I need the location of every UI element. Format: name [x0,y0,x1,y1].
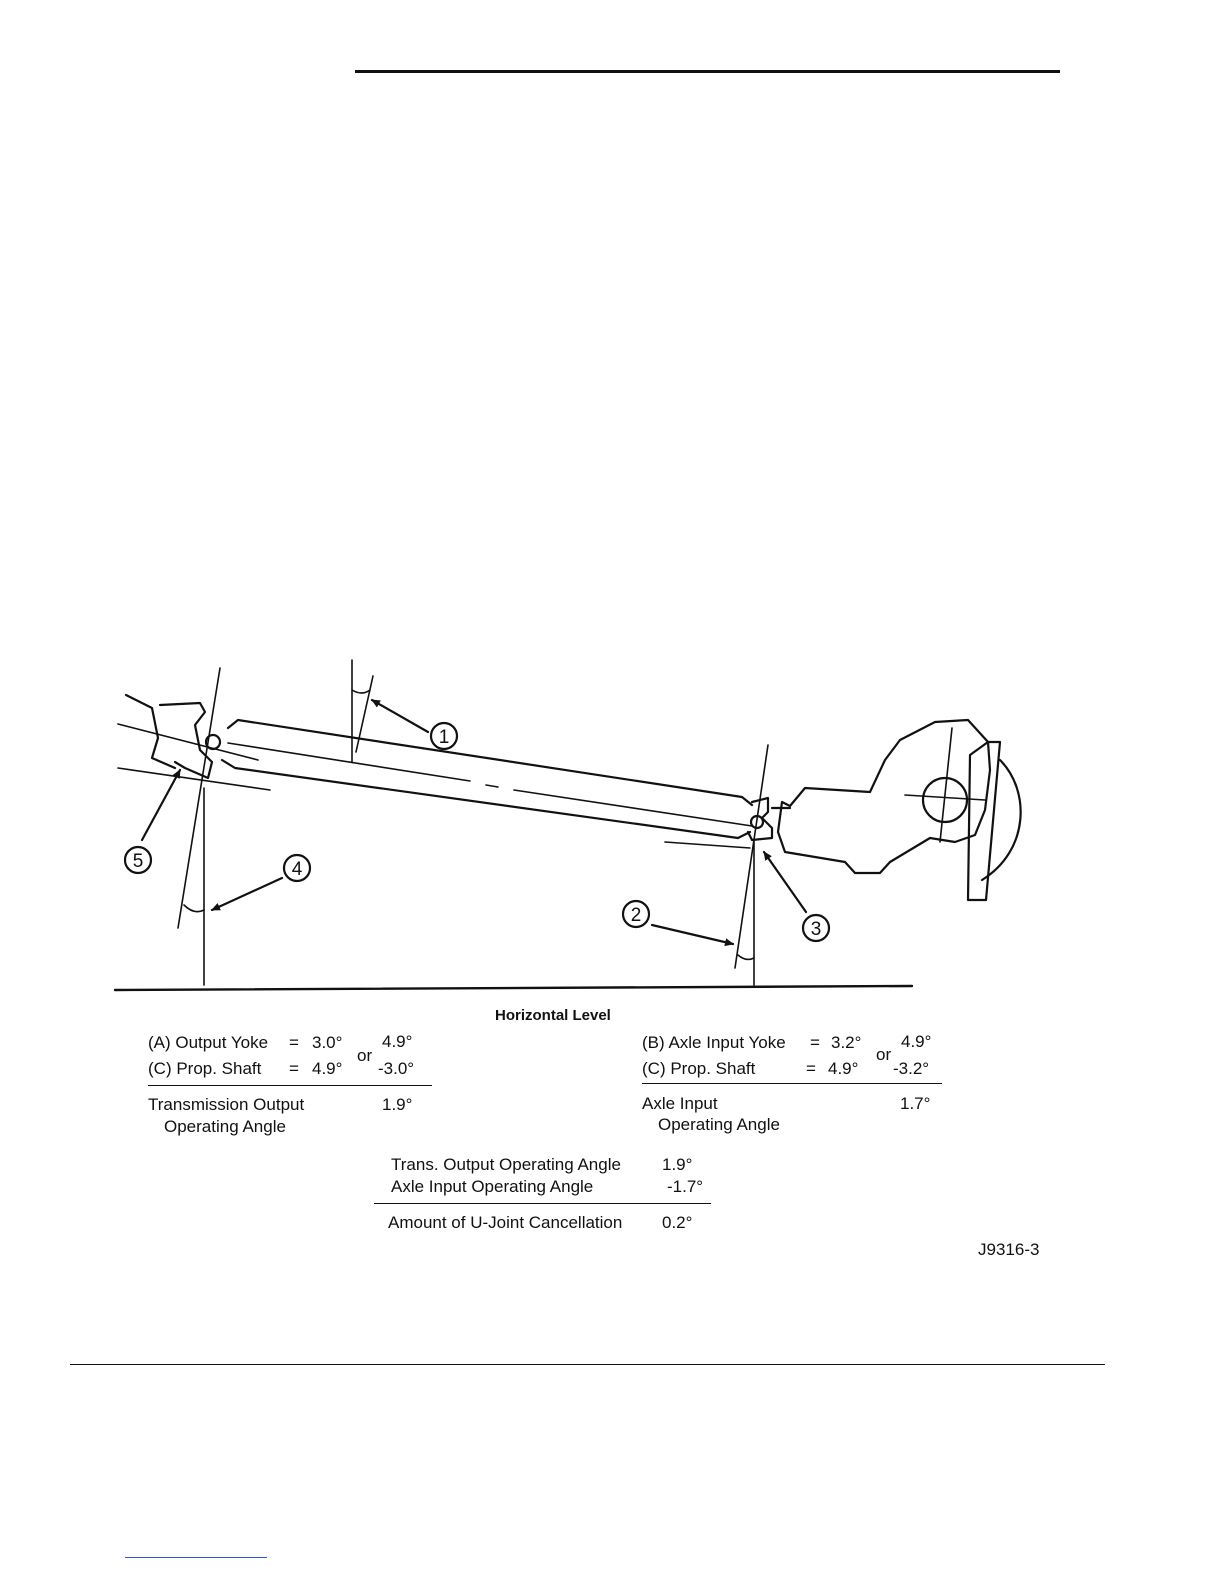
left-or: or [357,1046,373,1065]
cancel-row2-value: -1.7° [667,1177,704,1196]
left-row2-eq: = [289,1059,299,1078]
callout-arrow-3 [764,852,806,912]
left-row1-value: 3.0° [312,1033,343,1052]
callout-label-3: 3 [810,919,822,940]
right-row2-value: 4.9° [828,1059,859,1078]
cancel-row1-label: Trans. Output Operating Angle [391,1155,621,1174]
right-row1-label: (B) Axle Input Yoke [642,1033,786,1052]
left-result-label-1: Transmission Output [148,1095,305,1114]
callout-arrow-5 [142,770,180,840]
right-result-label-1: Axle Input [642,1094,718,1113]
left-row1-label: (A) Output Yoke [148,1033,269,1052]
axle-ground-line [665,842,750,848]
callout-arrow-2 [652,925,733,944]
right-alt-value1: 4.9° [901,1032,932,1051]
right-row2-eq: = [806,1059,816,1078]
angle-arc-4 [184,905,204,912]
right-row1-value: 3.2° [831,1033,862,1052]
callout-label-5: 5 [132,851,144,872]
cancel-row2-label: Axle Input Operating Angle [391,1177,594,1196]
callout-label-2: 2 [630,905,642,926]
angle-arc-2 [738,955,754,959]
left-row2-label: (C) Prop. Shaft [148,1059,262,1078]
left-alt-value2: -3.0° [378,1059,415,1078]
axle-housing [778,720,1021,900]
left-alt-value1: 4.9° [382,1032,413,1051]
cancel-row1-value: 1.9° [662,1155,693,1174]
transmission-yoke [126,695,220,778]
cancel-total-label: Amount of U-Joint Cancellation [388,1213,623,1232]
left-result-value: 1.9° [382,1095,413,1114]
right-yoke-vertical [735,745,768,968]
right-result-value: 1.7° [900,1094,931,1113]
callout-label-4: 4 [291,859,303,880]
propeller-shaft [222,720,752,838]
left-row1-eq: = [289,1033,299,1052]
callout-arrow-1 [372,700,428,732]
callout-arrow-4 [212,878,282,910]
axle-center-vertical [940,728,952,842]
cancel-total-value: 0.2° [662,1213,693,1232]
right-result-label-2: Operating Angle [658,1115,780,1134]
trans-output-centerline [118,724,258,760]
right-sum-line [642,1083,942,1084]
right-row2-label: (C) Prop. Shaft [642,1059,756,1078]
callout-label-1: 1 [438,727,450,748]
right-or: or [876,1045,892,1064]
cancel-sum-line [374,1203,711,1204]
right-alt-value2: -3.2° [893,1059,930,1078]
left-yoke-vertical [178,668,220,928]
figure-id: J9316-3 [978,1240,1040,1259]
angle-arc-1 [352,690,370,693]
left-row2-value: 4.9° [312,1059,343,1078]
left-sum-line [148,1085,432,1086]
horizontal-level-line [115,986,912,990]
right-row1-eq: = [810,1033,820,1052]
horizontal-level-label: Horizontal Level [495,1007,611,1024]
left-result-label-2: Operating Angle [164,1117,286,1136]
